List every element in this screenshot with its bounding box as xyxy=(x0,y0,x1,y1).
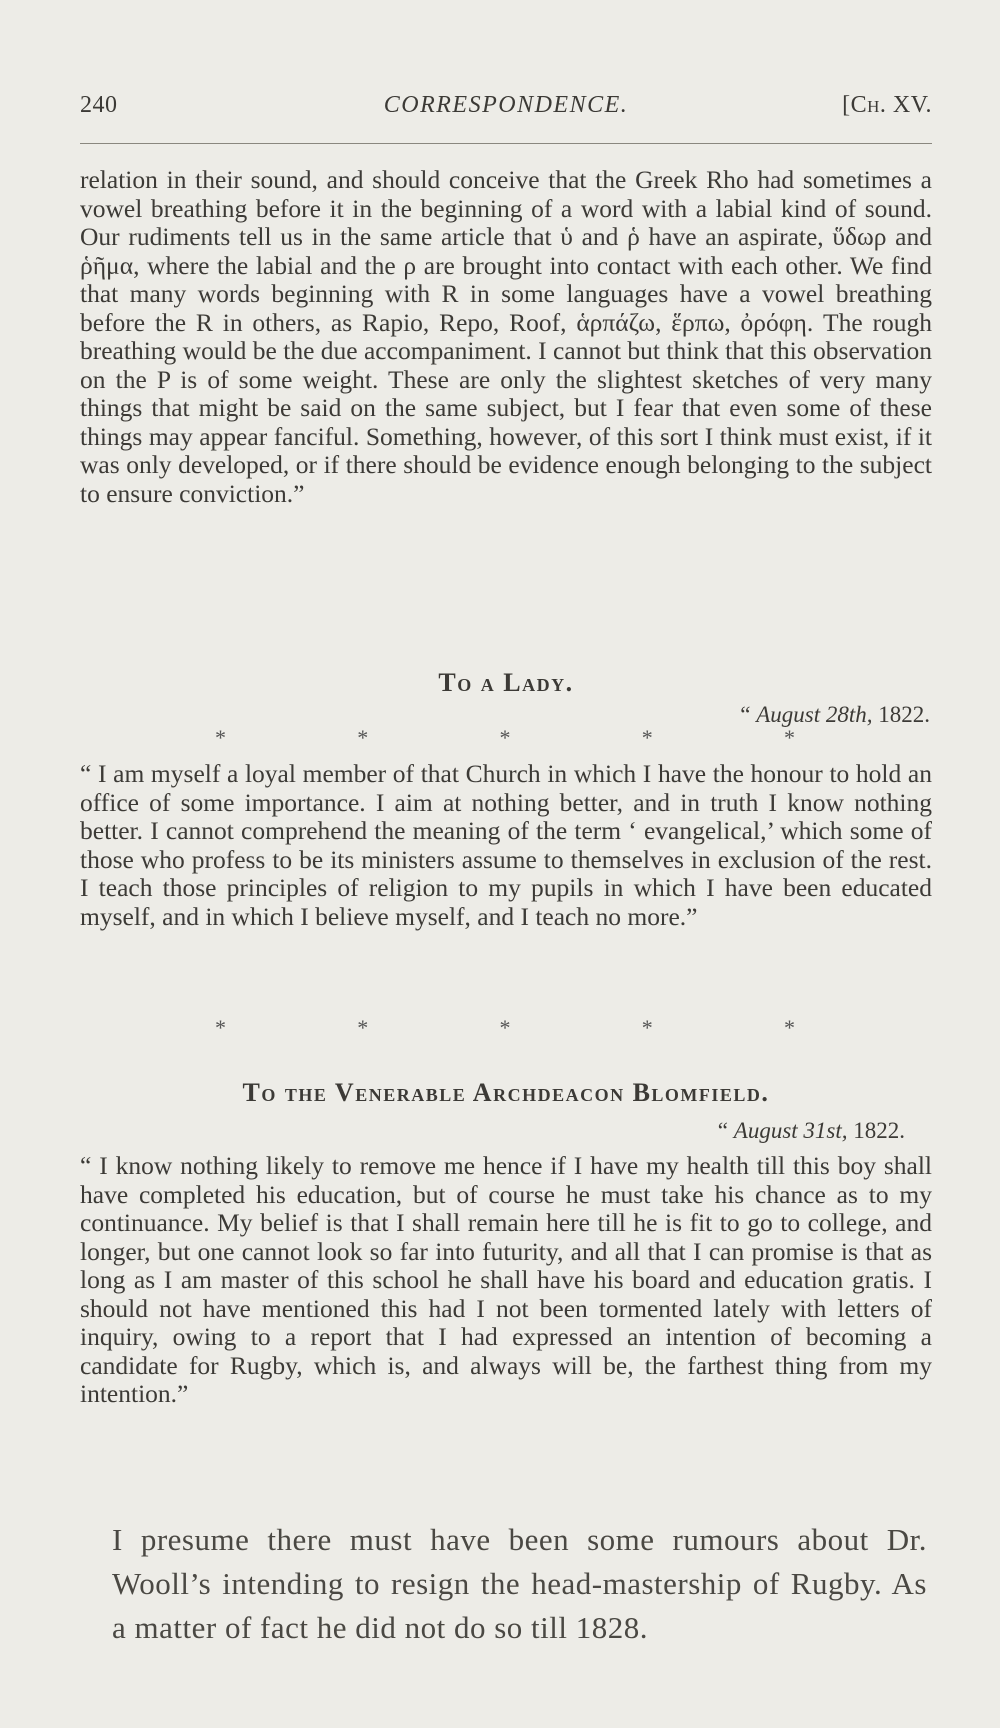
star-glyph: * xyxy=(499,1015,511,1040)
letter-1-date-prefix: “ xyxy=(740,702,757,727)
running-title: CORRESPONDENCE. xyxy=(383,92,629,118)
letter-1-date-year: 1822. xyxy=(872,702,930,727)
letter-1-text: “ I am myself a loyal member of that Church in which I have the honour to hold an office of some importance. I aim at nothing better, and in truth I know nothing better. I cannot comprehend the meaning of the term ‘ evangelical,’ which some of those who profess to be its ministers assume to themselves in exclusion of the rest. I teach those principles of religion to my pupils in which I have been educated myself, and in which I believe myself, and I teach no more.” xyxy=(80,759,932,931)
letter-2-date xyxy=(718,1118,905,1144)
star-glyph: * xyxy=(784,1015,795,1040)
paragraph-1: relation in their sound, and should conceive that the Greek Rho had sometimes a vowel breathing before it in the beginning of a word with a labial kind of sound. Our rudiments tell us in the same article that ὑ and ῥ have an aspirate, ὕδωρ and ῥῆμα, where the labial and the ρ are brought into contact with each other. We find that many words beginning with R in some languages have a vowel breathing before the R in others, as Rapio, Repo, Roof, ἁρπάζω, ἕρπω, ὀρόφη. The rough breathing would be the due accompaniment. I cannot but think that this observation on the P is of some weight. These are only the slightest sketches of very many things that might be said on the same subject, but I fear that even some of these things may appear fanciful. Something, however, of this sort I think must exist, if it was only developed, or if there should be evidence enough belonging to the subject to ensure conviction.” xyxy=(80,165,932,508)
section-stars-1 xyxy=(215,725,795,751)
star-glyph: * xyxy=(215,725,226,750)
star-glyph: * xyxy=(784,725,795,750)
letter-2-date-month: August 31st, xyxy=(733,1118,848,1143)
star-glyph: * xyxy=(499,725,511,750)
letter-2-heading: To the Venerable Archdeacon Blomfield. xyxy=(242,1078,770,1107)
chapter-marker: [Ch. XV. xyxy=(842,92,932,118)
page-number: 240 xyxy=(80,92,118,118)
letter-1-date-month: August 28th, xyxy=(756,702,873,727)
star-glyph: * xyxy=(641,1015,653,1040)
letter-1-heading: To a Lady. xyxy=(438,668,574,697)
running-head xyxy=(80,92,932,124)
section-stars-2 xyxy=(215,1015,795,1041)
header-rule xyxy=(80,143,932,144)
star-glyph: * xyxy=(641,725,653,750)
letter-2-text: “ I know nothing likely to remove me hence if I have my health till this boy shall have completed his education, but of course he must take his chance as to my continuance. My belief is that I shall remain here till he is fit to go to college, and longer, but one cannot look so far into futurity, and all that I can promise is that as long as I am master of this school he shall have his board and education gratis. I should not have mentioned this had I not been tormented lately with letters of inquiry, owing to a report that I had expressed an intention of becoming a candidate for Rugby, which is, and always will be, the farthest thing from my intention.” xyxy=(80,1151,932,1408)
star-glyph: * xyxy=(357,1015,369,1040)
final-paragraph: I presume there must have been some rumours about Dr. Wooll’s intending to resign the head-mastership of Rugby. As a matter of fact he did not do so till 1828. xyxy=(112,1522,927,1645)
star-glyph: * xyxy=(215,1015,226,1040)
letter-2-date-prefix: “ xyxy=(717,1118,734,1143)
star-glyph: * xyxy=(357,725,369,750)
letter-2-date-year: 1822. xyxy=(847,1118,905,1143)
